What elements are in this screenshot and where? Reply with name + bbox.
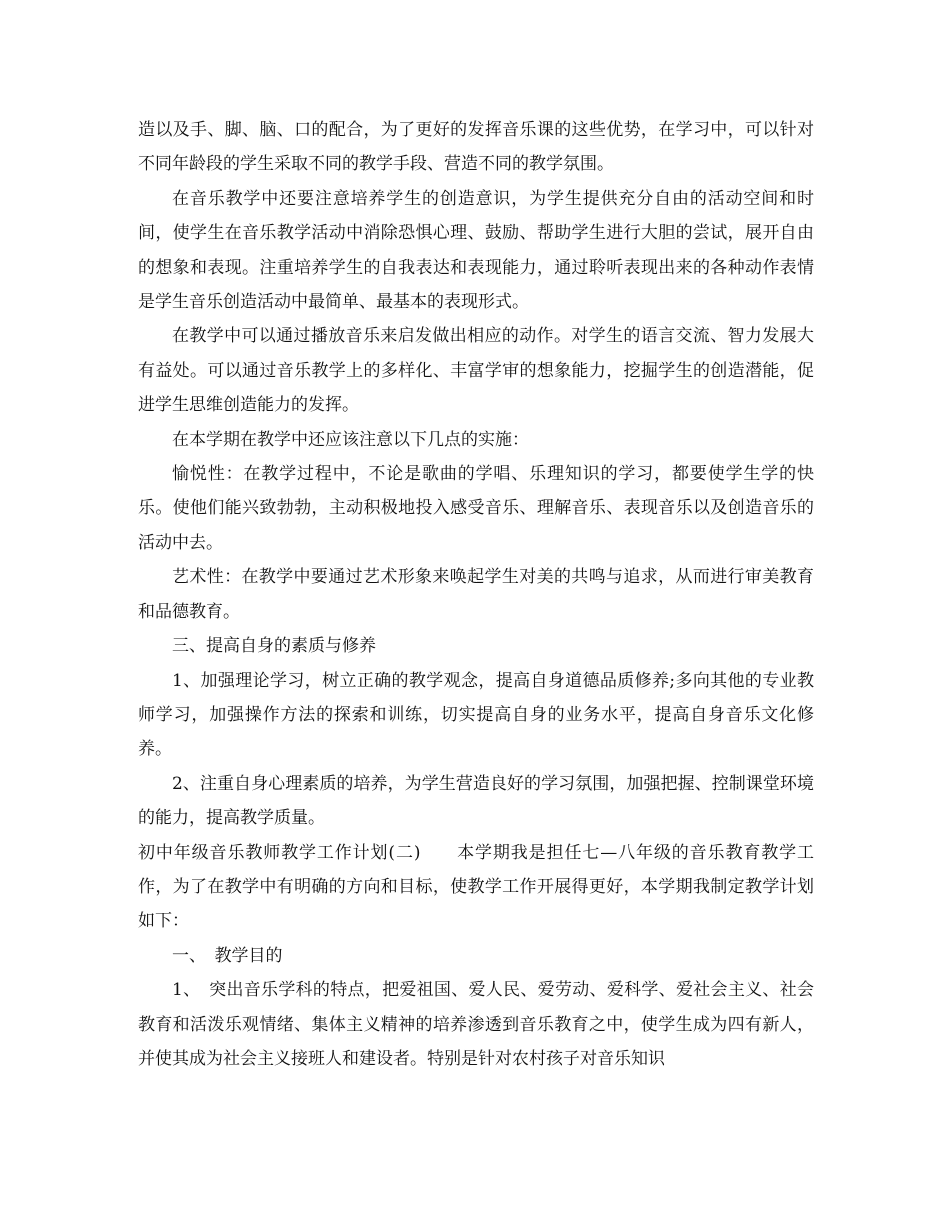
paragraph: 1、 突出音乐学科的特点，把爱祖国、爱人民、爱劳动、爱科学、爱社会主义、社会教育和活泼乐观情绪、集体主义精神的培养渗透到音乐教育之中，使学生成为四有新人，并使其成为社会主义接班人和建设者。特别是针对农村孩子对音乐知识	[138, 980, 814, 1069]
paragraph: 在音乐教学中还要注意培养学生的创造意识，为学生提供充分自由的活动空间和时间，使学生在音乐教学活动中消除恐惧心理、鼓励、帮助学生进行大胆的尝试，展开自由的想象和表现。注重培养学生的自我表达和表现能力，通过聆听表现出来的各种动作表情是学生音乐创造活动中最简单、最基本的表现形式。	[138, 188, 814, 313]
paragraph: 初中年级音乐教师教学工作计划(二) 本学期我是担任七—八年级的音乐教育教学工作，为了在教学中有明确的方向和目标，使教学工作开展得更好，本学期我制定教学计划如下：	[138, 842, 814, 932]
section-heading: 三、提高自身的素质与修养	[172, 636, 376, 657]
paragraph: 1、加强理论学习，树立正确的教学观念，提高自身道德品质修养;多向其他的专业教师学习，加强操作方法的探索和训练，切实提高自身的业务水平，提高自身音乐文化修养。	[138, 670, 814, 760]
section-heading: 一、 教学目的	[172, 945, 283, 966]
paragraph: 造以及手、脚、脑、口的配合，为了更好的发挥音乐课的这些优势，在学习中，可以针对不同年龄段的学生采取不同的教学手段、营造不同的教学氛围。	[138, 120, 814, 175]
paragraph: 艺术性：在教学中要通过艺术形象来唤起学生对美的共鸣与追求，从而进行审美教育和品德教育。	[138, 567, 814, 622]
paragraph: 愉悦性：在教学过程中，不论是歌曲的学唱、乐理知识的学习，都要使学生学的快乐。使他们能兴致勃勃，主动积极地投入感受音乐、理解音乐、表现音乐以及创造音乐的活动中去。	[138, 464, 814, 553]
paragraph: 在本学期在教学中还应该注意以下几点的实施：	[172, 429, 529, 450]
document-body	[138, 113, 814, 1076]
paragraph: 2、注重自身心理素质的培养，为学生营造良好的学习氛围，加强把握、控制课堂环境的能力，提高教学质量。	[138, 773, 814, 829]
paragraph: 在教学中可以通过播放音乐来启发做出相应的动作。对学生的语言交流、智力发展大有益处。可以通过音乐教学上的多样化、丰富学审的想象能力，挖掘学生的创造潜能，促进学生思维创造能力的发挥。	[138, 326, 814, 416]
